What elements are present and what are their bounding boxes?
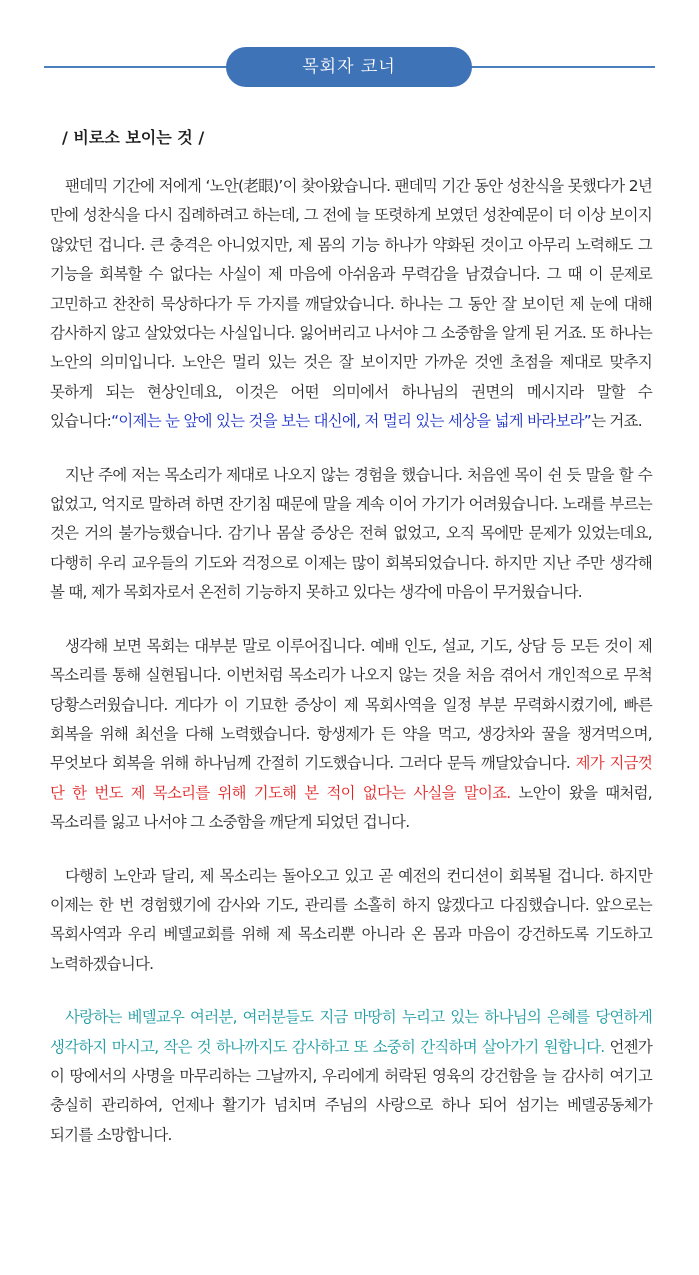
paragraph-1-after: 는 거죠. xyxy=(591,412,642,431)
paragraph-5-highlight: 사랑하는 베델교우 여러분, 여러분들도 지금 마땅히 누리고 있는 하나님의 은혜를 당연하게 생각하지 마시고, 작은 것 하나까지도 감사하고 또 소중히 간직하며 살아가기 원합니다. xyxy=(50,1008,652,1056)
paragraph-2 xyxy=(50,461,652,608)
paragraph-3-after: 노안이 왔을 때처럼, 목소리를 잃고 나서야 그 소중함을 깨닫게 되었던 겁니다. xyxy=(50,783,652,832)
paragraph-5-after: 언젠가 이 땅에서의 사명을 마무리하는 그날까지, 우리에게 허락된 영육의 강건함을 늘 감사히 여기고 충실히 관리하여, 언제나 활기가 넘치며 주님의 사랑으로 하나 되어 섬기는 베델공동체가 되기를 소망합니다. xyxy=(50,1037,652,1144)
article-subtitle: / 비로소 보이는 것 / xyxy=(62,128,205,147)
section-title-badge: 목회자 코너 xyxy=(226,47,472,87)
paragraph-3-highlight: 제가 지금껏 단 한 번도 제 목소리를 위해 기도해 본 적이 없다는 사실을 말이죠. xyxy=(50,754,653,802)
paragraph-4 xyxy=(50,862,652,980)
paragraph-3-text: 생각해 보면 목회는 대부분 말로 이루어집니다. 예배 인도, 설교, 기도, 상담 등 모든 것이 제 목소리를 통해 실현됩니다. 이번처럼 목소리가 나오지 않는 것을 처음 겪어서 개인적으로 무척 당황스러웠습니다. 게다가 이 기묘한 증상이 제 목회사역을 일정 부분 무력화시켰기에, 빠른 회복을 위해 최선을 다해 노력했습니다. 항생제가 든 약을 먹고, 생강차와 꿀을 챙겨먹으며, 무엇보다 회복을 위해 하나님께 간절히 기도했습니다. 그러다 문득 깨달았습니다. xyxy=(50,636,652,773)
paragraph-1-text: 팬데믹 기간에 저에게 ‘노안(老眼)’이 찾아왔습니다. 팬데믹 기간 동안 성찬식을 못했다가 2년 만에 성찬식을 다시 집례하려고 하는데, 그 전에 늘 또렷하게 보였던 성찬예문이 더 이상 보이지 않았던 겁니다. 큰 충격은 아니었지만, 제 몸의 기능 하나가 약화된 것이고 아무리 노력해도 그 기능을 회복할 수 없다는 사실이 제 마음에 아쉬움과 무력감을 남겼습니다. 그 때 이 문제로 고민하고 찬찬히 묵상하다가 두 가지를 깨달았습니다. 하나는 그 동안 잘 보이던 제 눈에 대해 감사하지 않고 살았었다는 사실입니다. 잃어버리고 나서야 그 소중함을 알게 된 거죠. 또 하나는 노안의 의미입니다. 노안은 멀리 있는 것은 잘 보이지만 가까운 것엔 초점을 제대로 맞추지 못하게 되는 현상인데요, 이것은 어떤 의미에서 하나님의 권면의 메시지라 말할 수 있습니다: xyxy=(50,177,652,431)
paragraph-4-text: 다행히 노안과 달리, 제 목소리는 돌아오고 있고 곧 예전의 컨디션이 회복될 겁니다. 하지만 이제는 한 번 경험했기에 감사와 기도, 관리를 소홀히 하지 않겠다고 다짐했습니다. 앞으로는 목회사역과 우리 베델교회를 위해 제 목소리뿐 아니라 온 몸과 마음이 강건하도록 기도하고 노력하겠습니다. xyxy=(50,866,652,973)
paragraph-3 xyxy=(50,632,652,838)
paragraph-2-text: 지난 주에 저는 목소리가 제대로 나오지 않는 경험을 했습니다. 처음엔 목이 쉰 듯 말을 할 수 없었고, 억지로 말하려 하면 잔기침 때문에 말을 계속 이어 가기가 어려웠습니다. 노래를 부르는 것은 거의 불가능했습니다. 감기나 몸살 증상은 전혀 없었고, 오직 목에만 문제가 있었는데요, 다행히 우리 교우들의 기도와 걱정으로 이제는 많이 회복되었습니다. 하지만 지난 주만 생각해 볼 때, 제가 목회자로서 온전히 기능하지 못하고 있다는 생각에 마음이 무거웠습니다. xyxy=(50,465,652,602)
paragraph-1-quote: “이제는 눈 앞에 있는 것을 보는 대신에, 저 멀리 있는 세상을 넓게 바라보라” xyxy=(111,412,592,431)
paragraph-1 xyxy=(50,172,652,437)
paragraph-5 xyxy=(50,1003,652,1150)
article-body xyxy=(50,172,652,1174)
